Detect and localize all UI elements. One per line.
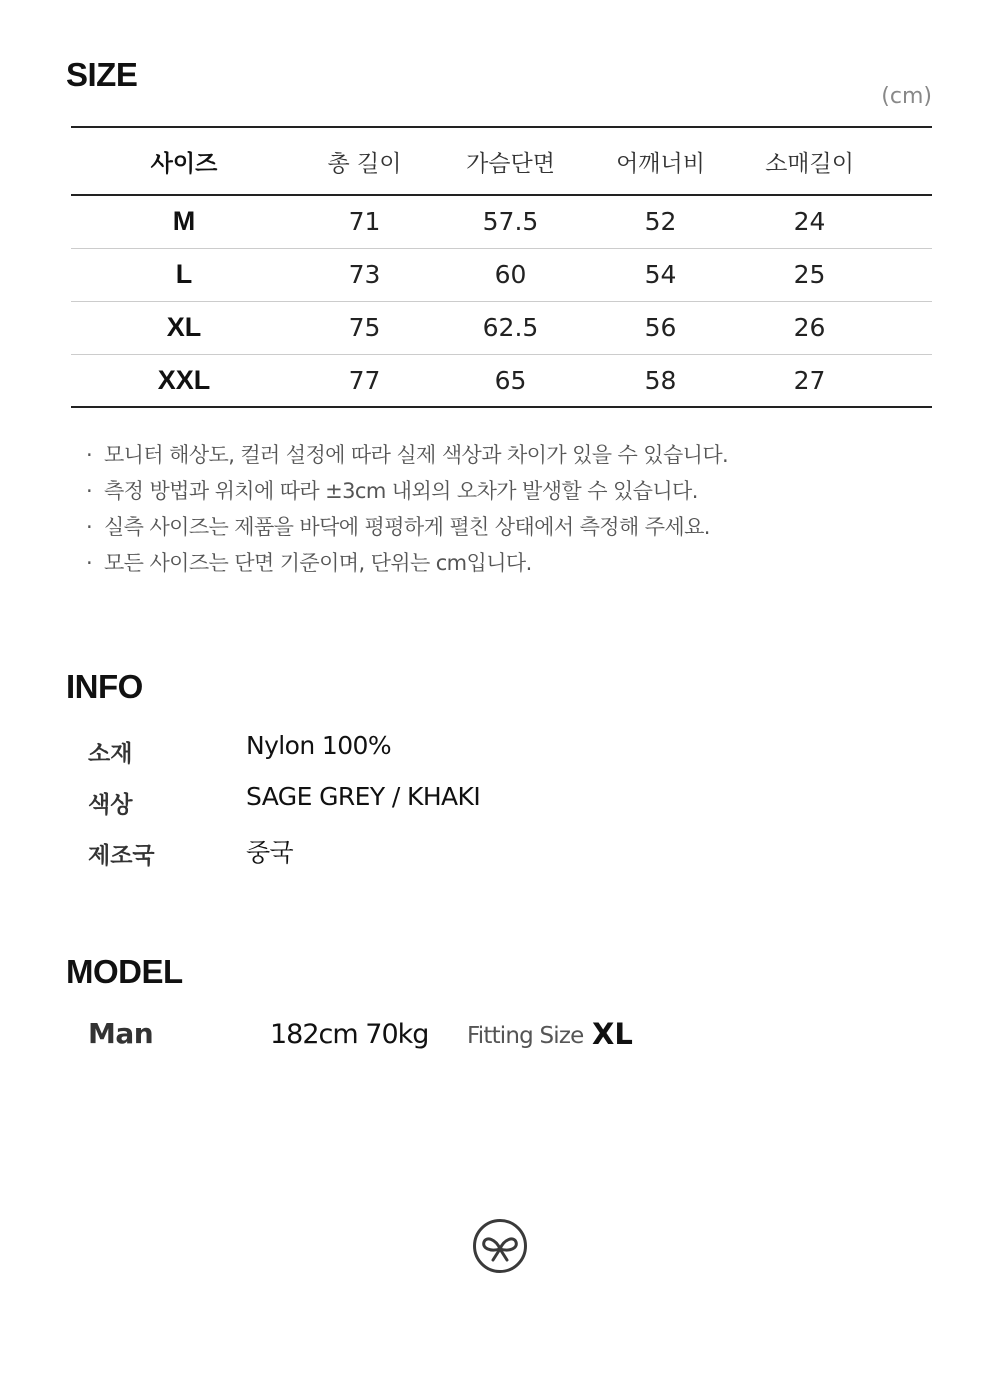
list-item bbox=[86, 509, 728, 545]
size-cell: L bbox=[71, 248, 297, 301]
header-shoulder-width: 어깨너비 bbox=[589, 127, 732, 195]
shoulder-width-cell: 52 bbox=[589, 195, 732, 248]
table-row bbox=[71, 354, 932, 407]
table-row bbox=[71, 301, 932, 354]
note-text: 모든 사이즈는 단면 기준이며, 단위는 cm입니다. bbox=[104, 551, 532, 575]
total-length-cell: 77 bbox=[297, 354, 432, 407]
info-value: 중국 bbox=[246, 838, 294, 867]
list-item bbox=[86, 545, 728, 581]
info-label: 제조국 bbox=[88, 843, 155, 869]
size-section-title: SIZE bbox=[66, 56, 138, 93]
size-unit-label: (cm) bbox=[881, 84, 932, 109]
chest-width-cell: 60 bbox=[432, 248, 589, 301]
header-total-length: 총 길이 bbox=[297, 127, 432, 195]
total-length-cell: 75 bbox=[297, 301, 432, 354]
chest-width-cell: 57.5 bbox=[432, 195, 589, 248]
note-text: 모니터 해상도, 컬러 설정에 따라 실제 색상과 차이가 있을 수 있습니다. bbox=[104, 443, 729, 467]
info-row-material bbox=[88, 731, 788, 775]
model-row bbox=[88, 1017, 888, 1057]
size-cell: M bbox=[71, 195, 297, 248]
chest-width-cell: 62.5 bbox=[432, 301, 589, 354]
chest-width-cell: 65 bbox=[432, 354, 589, 407]
fitting-size-value: XL bbox=[592, 1017, 633, 1051]
bullet-dot: · bbox=[86, 515, 93, 539]
info-row-color bbox=[88, 782, 788, 826]
info-value: Nylon 100% bbox=[246, 731, 392, 760]
sleeve-length-cell: 25 bbox=[732, 248, 887, 301]
table-row bbox=[71, 195, 932, 248]
note-text: 실측 사이즈는 제품을 바닥에 평평하게 펼친 상태에서 측정해 주세요. bbox=[104, 515, 710, 539]
info-label: 소재 bbox=[88, 741, 133, 767]
size-cell: XL bbox=[71, 301, 297, 354]
brand-knot-logo-icon bbox=[472, 1218, 528, 1274]
info-label: 색상 bbox=[88, 792, 133, 818]
model-gender: Man bbox=[88, 1017, 154, 1050]
model-section-title: MODEL bbox=[66, 953, 183, 990]
sleeve-length-cell: 27 bbox=[732, 354, 887, 407]
sleeve-length-cell: 24 bbox=[732, 195, 887, 248]
size-cell: XXL bbox=[71, 354, 297, 407]
info-value: SAGE GREY / KHAKI bbox=[246, 782, 481, 811]
size-notes-list bbox=[86, 437, 728, 581]
note-text: 측정 방법과 위치에 따라 ±3cm 내외의 오차가 발생할 수 있습니다. bbox=[104, 479, 698, 503]
list-item bbox=[86, 437, 728, 473]
total-length-cell: 71 bbox=[297, 195, 432, 248]
fitting-size-label: Fitting Size bbox=[467, 1023, 584, 1049]
model-body-spec: 182cm 70kg bbox=[270, 1019, 429, 1050]
info-row-origin bbox=[88, 837, 788, 877]
list-item bbox=[86, 473, 728, 509]
table-row bbox=[71, 248, 932, 301]
shoulder-width-cell: 54 bbox=[589, 248, 732, 301]
bullet-dot: · bbox=[86, 443, 93, 467]
header-sleeve-length: 소매길이 bbox=[732, 127, 887, 195]
header-chest-width: 가슴단면 bbox=[432, 127, 589, 195]
shoulder-width-cell: 58 bbox=[589, 354, 732, 407]
total-length-cell: 73 bbox=[297, 248, 432, 301]
header-size: 사이즈 bbox=[71, 127, 297, 195]
sleeve-length-cell: 26 bbox=[732, 301, 887, 354]
bullet-dot: · bbox=[86, 479, 93, 503]
shoulder-width-cell: 56 bbox=[589, 301, 732, 354]
size-table-header-row bbox=[71, 127, 932, 195]
info-section-title: INFO bbox=[66, 668, 143, 705]
size-table bbox=[71, 126, 932, 408]
bullet-dot: · bbox=[86, 551, 93, 575]
